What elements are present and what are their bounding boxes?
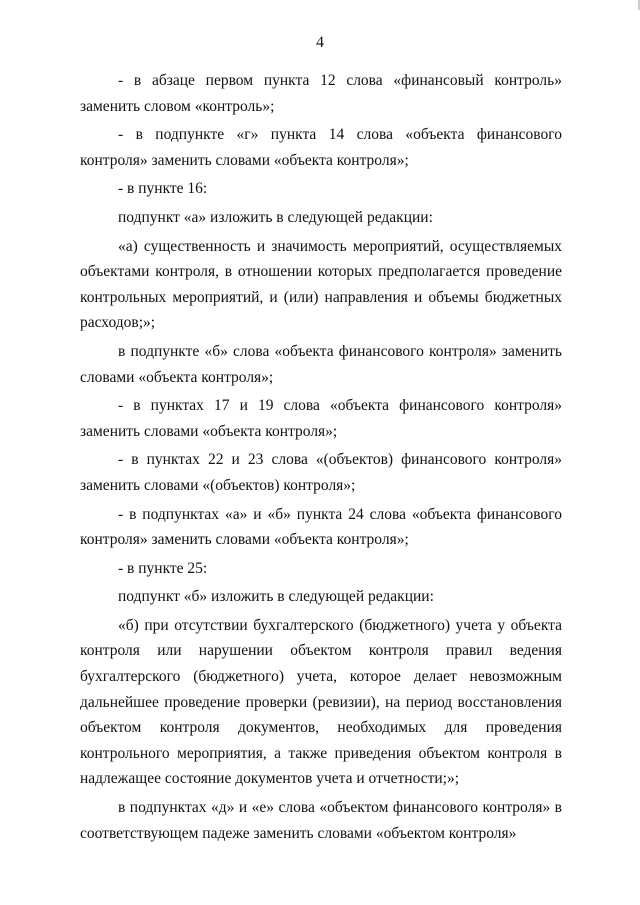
paragraph-3: - в пункте 16: xyxy=(118,180,208,198)
paragraph-9: - в подпунктах «а» и «б» пункта 24 слова «объекта финансового контроля» заменить словами «объекта контроля»; xyxy=(80,505,562,549)
paragraph-4: подпункт «а» изложить в следующей редакции: xyxy=(118,208,433,226)
paragraph-10: - в пункте 25: xyxy=(118,559,208,577)
paragraph-13: в подпунктах «д» и «е» слова «объектом финансового контроля» в соответствующем падеже заменить словами «объектом контроля» xyxy=(80,799,562,842)
paragraph-1: - в абзаце первом пункта 12 слова «финансовый контроль» заменить словом «контроль»; xyxy=(80,72,562,115)
paragraph-11: подпункт «б» изложить в следующей редакции: xyxy=(118,588,434,606)
page-number: 4 xyxy=(316,34,324,51)
paragraph-8: - в пунктах 22 и 23 слова «(объектов) финансового контроля» заменить словами «(объектов) контроля»; xyxy=(80,451,562,494)
document-body xyxy=(80,68,562,849)
paragraph-7: - в пунктах 17 и 19 слова «объекта финансового контроля» заменить словами «объекта контроля»; xyxy=(80,397,562,440)
paragraph-2: - в подпункте «г» пункта 14 слова «объекта финансового контроля» заменить словами «объекта контроля»; xyxy=(80,126,562,169)
paragraph-5: «а) существенность и значимость мероприятий, осуществляемых объектами контроля, в отношении которых предполагается проведение контрольных мероприятий, и (или) направления и объемы бюджетных расходов;»; xyxy=(80,237,562,332)
paragraph-6: в подпункте «б» слова «объекта финансового контроля» заменить словами «объекта контроля»; xyxy=(80,342,562,386)
paragraph-12: «б) при отсутствии бухгалтерского (бюджетного) учета у объекта контроля или нарушении объектом контроля правил ведения бухгалтерского (бюджетного) учета, которое делает невозможным дальнейшее проведение проверки (ревизии), на период восстановления объектом контроля документов, необходимых для проведения контрольного мероприятия, а также приведения объектом контроля в надлежащее состояние документов учета и отчетности;»; xyxy=(80,616,562,788)
